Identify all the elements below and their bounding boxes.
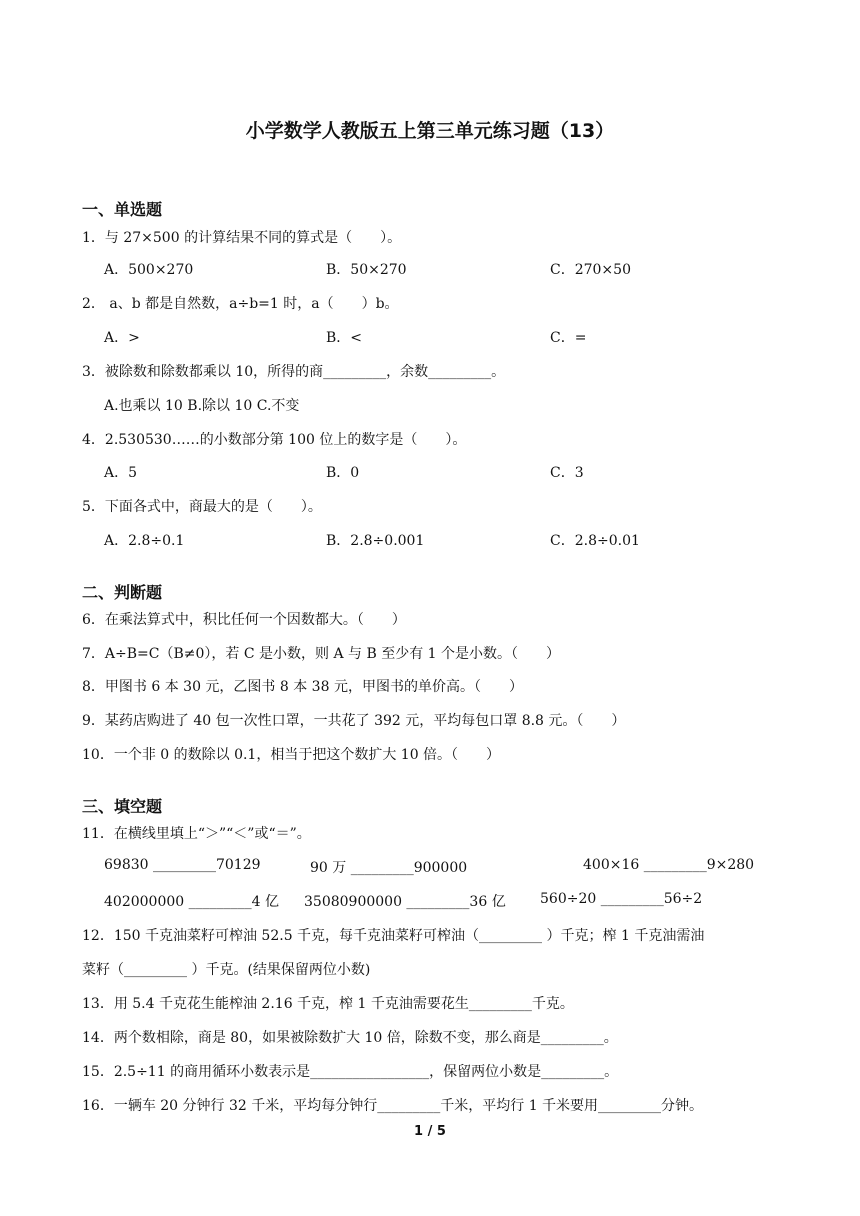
question-10: 10．一个非 0 的数除以 0.1，相当于把这个数扩大 10 倍。（ ） <box>82 747 501 763</box>
question-11-item: 402000000 _________4 亿 <box>104 894 279 910</box>
question-3-stem: 3．被除数和除数都乘以 10，所得的商_________，余数_________。 <box>82 364 506 380</box>
question-5-option-b: B．2.8÷0.001 <box>326 533 425 549</box>
section-heading-single-choice: 一、单选题 <box>82 200 163 219</box>
question-1-option-b: B．50×270 <box>326 262 407 278</box>
question-2-stem: 2． a、b 都是自然数，a÷b=1 时，a（ ）b。 <box>82 296 399 312</box>
question-4-stem: 4．2.530530……的小数部分第 100 位上的数字是（ ）。 <box>82 432 467 448</box>
question-9: 9．某药店购进了 40 包一次性口罩，一共花了 392 元，平均每包口罩 8.8 元。（ ） <box>82 713 626 729</box>
section-heading-fill-in: 三、填空题 <box>82 797 163 816</box>
question-7: 7．A÷B=C（B≠0），若 C 是小数，则 A 与 B 至少有 1 个是小数。（ ） <box>82 646 561 662</box>
question-4-option-a: A．5 <box>104 465 138 481</box>
question-16: 16．一辆车 20 分钟行 32 千米，平均每分钟行_________千米，平均行 1 千米要用_________分钟。 <box>82 1098 704 1114</box>
question-12-line-2: 菜籽（_________ ）千克。(结果保留两位小数) <box>82 962 371 978</box>
question-11-item: 400×16 _________9×280 <box>583 857 755 873</box>
question-13: 13．用 5.4 千克花生能榨油 2.16 千克，榨 1 千克油需要花生_________千克。 <box>82 996 574 1012</box>
question-2-option-c: C．= <box>550 330 587 346</box>
question-11-stem: 11．在横线里填上“＞”“＜”或“＝”。 <box>82 826 311 842</box>
question-1-stem: 1．与 27×500 的计算结果不同的算式是（ ）。 <box>82 230 402 246</box>
question-5-option-a: A．2.8÷0.1 <box>104 533 185 549</box>
question-2-option-a: A．> <box>104 330 140 346</box>
question-12-line-1: 12．150 千克油菜籽可榨油 52.5 千克，每千克油菜籽可榨油（_________ ）千克；榨 1 千克油需油 <box>82 928 705 944</box>
question-11-item: 560÷20 _________56÷2 <box>540 891 703 907</box>
question-8: 8．甲图书 6 本 30 元，乙图书 8 本 38 元，甲图书的单价高。（ ） <box>82 679 523 695</box>
question-11-item: 69830 _________70129 <box>104 857 261 873</box>
question-1-option-a: A．500×270 <box>104 262 194 278</box>
page-number: 1 / 5 <box>414 1124 446 1139</box>
question-4-option-b: B．0 <box>326 465 360 481</box>
page-title: 小学数学人教版五上第三单元练习题（13） <box>245 120 615 142</box>
question-3-options: A.也乘以 10 B.除以 10 C.不变 <box>104 398 300 414</box>
question-14: 14．两个数相除，商是 80，如果被除数扩大 10 倍，除数不变，那么商是_________。 <box>82 1030 618 1046</box>
question-5-stem: 5．下面各式中，商最大的是（ ）。 <box>82 499 322 515</box>
question-4-option-c: C．3 <box>550 465 584 481</box>
question-1-option-c: C．270×50 <box>550 262 631 278</box>
question-6: 6．在乘法算式中，积比任何一个因数都大。（ ） <box>82 612 406 628</box>
question-15: 15．2.5÷11 的商用循环小数表示是_________________，保留两位小数是_________。 <box>82 1064 619 1080</box>
question-5-option-c: C．2.8÷0.01 <box>550 533 640 549</box>
question-2-option-b: B．< <box>326 330 363 346</box>
section-heading-true-false: 二、判断题 <box>82 583 163 602</box>
question-11-item: 35080900000 _________36 亿 <box>304 894 506 910</box>
question-11-item: 90 万 _________900000 <box>310 860 468 876</box>
